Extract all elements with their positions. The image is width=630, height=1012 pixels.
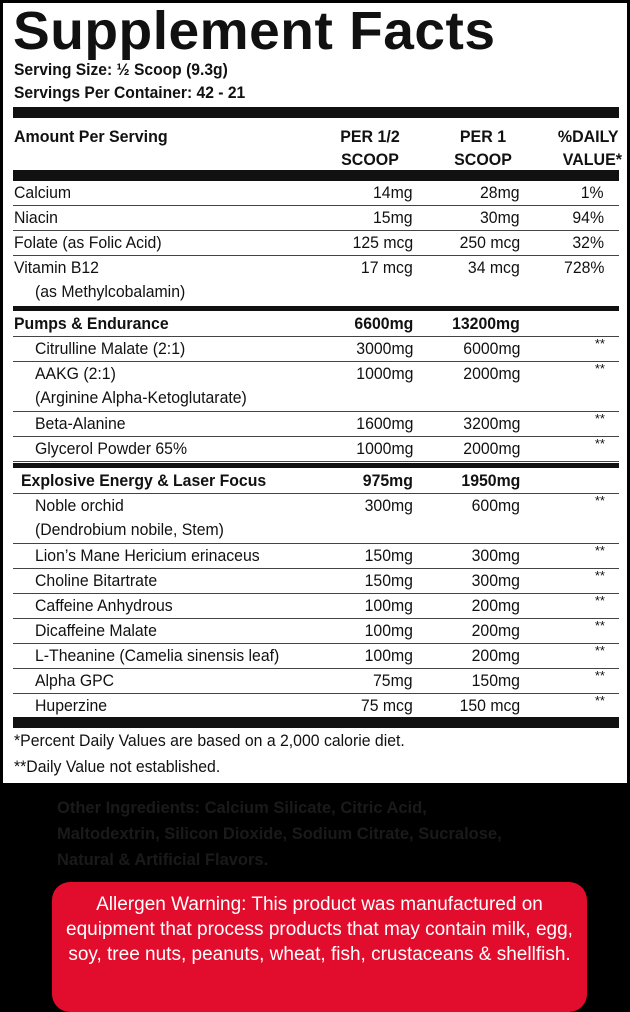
panel-title: Supplement Facts	[13, 1, 496, 61]
amount-half: 150mg	[364, 546, 413, 565]
serving-size: Serving Size: ½ Scoop (9.3g)	[14, 60, 228, 79]
amount-half: 1000mg	[355, 439, 413, 458]
daily-value: **	[594, 361, 605, 376]
amount-half: 125 mcg	[352, 233, 413, 252]
amount-half: 15mg	[373, 208, 413, 227]
amount-half: 150mg	[364, 571, 413, 590]
ingredient-row	[13, 644, 619, 669]
amount-full: 28mg	[480, 183, 520, 202]
amount-half: 3000mg	[355, 339, 413, 358]
ingredient-row	[13, 544, 619, 569]
daily-value: **	[594, 543, 605, 558]
divider-bar	[13, 306, 619, 311]
daily-value: **	[594, 568, 605, 583]
daily-value: 728%	[563, 258, 604, 277]
blend-amount-half: 6600mg	[354, 314, 413, 333]
col-dv-header-line2: VALUE*	[562, 150, 622, 169]
amount-half: 1000mg	[355, 364, 413, 383]
amount-half: 75mg	[373, 671, 413, 690]
amount-full: 150mg	[471, 671, 520, 690]
supplement-facts-panel	[3, 3, 627, 783]
amount-full: 600mg	[471, 496, 520, 515]
daily-value: **	[594, 593, 605, 608]
ingredient-name: Lion’s Mane Hericium erinaceus	[35, 546, 260, 565]
ingredient-row	[13, 337, 619, 362]
amount-half: 100mg	[364, 621, 413, 640]
other-ingredients: Other Ingredients: Calcium Silicate, Citric Acid, Maltodextrin, Silicon Dioxide, Sodium Citrate, Sucralose, Natural & Artificial Flavors.	[57, 799, 502, 869]
ingredient-row	[13, 594, 619, 619]
blend-amount-half: 975mg	[362, 471, 413, 490]
amount-half: 17 mcg	[361, 258, 413, 277]
blend-amount-full: 1950mg	[461, 471, 520, 490]
amount-full: 300mg	[471, 571, 520, 590]
ingredient-source: (Dendrobium nobile, Stem)	[35, 520, 224, 539]
ingredient-name: L-Theanine (Camelia sinensis leaf)	[35, 646, 280, 665]
divider-bar	[13, 463, 619, 468]
col-dv-header-line1: %DAILY	[558, 127, 619, 146]
ingredient-row	[13, 412, 619, 437]
ingredient-row	[13, 669, 619, 694]
amount-half: 300mg	[364, 496, 413, 515]
divider-bar	[13, 107, 619, 118]
amount-full: 34 mcg	[468, 258, 520, 277]
daily-value: **	[594, 618, 605, 633]
not-established-footnote: **Daily Value not established.	[14, 757, 221, 776]
amount-half: 100mg	[364, 646, 413, 665]
amount-full: 30mg	[480, 208, 520, 227]
col-half-header-line1: PER 1/2	[340, 127, 400, 146]
ingredient-name: Dicaffeine Malate	[35, 621, 157, 640]
ingredient-name: Choline Bitartrate	[35, 571, 158, 590]
ingredient-row	[13, 437, 619, 462]
nutrient-row	[13, 181, 619, 206]
amount-half: 14mg	[373, 183, 413, 202]
ingredient-name: Caffeine Anhydrous	[35, 596, 173, 615]
amount-full: 150 mcg	[459, 696, 520, 715]
amount-full: 2000mg	[462, 364, 520, 383]
amount-full: 200mg	[471, 596, 520, 615]
nutrient-name: Folate (as Folic Acid)	[14, 233, 162, 252]
nutrient-source: (as Methylcobalamin)	[35, 282, 186, 301]
daily-value: **	[594, 411, 605, 426]
col-full-header-line1: PER 1	[459, 127, 507, 146]
ingredient-row	[13, 494, 619, 544]
amount-full: 3200mg	[462, 414, 520, 433]
daily-value: **	[594, 493, 605, 508]
ingredient-name: AAKG (2:1)	[35, 364, 116, 383]
ingredient-name: Glycerol Powder 65%	[35, 439, 188, 458]
col-half-header-line2: SCOOP	[341, 150, 399, 169]
allergen-warning-box	[52, 882, 587, 1012]
ingredient-row	[13, 619, 619, 644]
ingredient-row	[13, 569, 619, 594]
divider-bar	[13, 170, 619, 181]
daily-value: **	[594, 436, 605, 451]
ingredient-row	[13, 362, 619, 412]
amount-full: 300mg	[471, 546, 520, 565]
blend-header-row	[13, 312, 619, 337]
blend-name: Explosive Energy & Laser Focus	[21, 471, 267, 490]
daily-value: **	[594, 693, 605, 708]
ingredient-name: Noble orchid	[35, 496, 124, 515]
ingredient-name: Beta-Alanine	[35, 414, 126, 433]
ingredient-name: Huperzine	[35, 696, 108, 715]
daily-value: 94%	[572, 208, 604, 227]
amount-per-serving-header: Amount Per Serving	[14, 127, 168, 146]
amount-full: 200mg	[471, 646, 520, 665]
amount-full: 250 mcg	[459, 233, 520, 252]
blend-amount-full: 13200mg	[452, 314, 520, 333]
allergen-warning-text: Allergen Warning: This product was manufactured on equipment that process products that may contain milk, egg, soy, tree nuts, peanuts, wheat, fish, crustaceans & shellfish.	[66, 894, 573, 965]
ingredient-name: Alpha GPC	[35, 671, 115, 690]
servings-per-container: Servings Per Container: 42 - 21	[14, 83, 246, 102]
daily-value: **	[594, 668, 605, 683]
amount-full: 6000mg	[462, 339, 520, 358]
nutrient-row	[13, 256, 619, 306]
divider-bar	[13, 717, 619, 728]
nutrient-name: Vitamin B12	[14, 258, 99, 277]
nutrient-name: Calcium	[14, 183, 72, 202]
daily-value: 32%	[572, 233, 604, 252]
amount-half: 75 mcg	[361, 696, 413, 715]
daily-value: 1%	[581, 183, 604, 202]
nutrient-name: Niacin	[14, 208, 58, 227]
blend-name: Pumps & Endurance	[14, 314, 169, 333]
nutrient-row	[13, 206, 619, 231]
blend-header-row	[13, 469, 619, 494]
amount-full: 2000mg	[462, 439, 520, 458]
ingredient-name: Citrulline Malate (2:1)	[35, 339, 186, 358]
col-full-header-line2: SCOOP	[454, 150, 512, 169]
daily-value: **	[594, 336, 605, 351]
daily-value: **	[594, 643, 605, 658]
amount-half: 100mg	[364, 596, 413, 615]
nutrient-row	[13, 231, 619, 256]
amount-half: 1600mg	[355, 414, 413, 433]
ingredient-row	[13, 694, 619, 718]
ingredient-source: (Arginine Alpha-Ketoglutarate)	[35, 388, 247, 407]
daily-value-footnote: *Percent Daily Values are based on a 2,000 calorie diet.	[14, 731, 405, 750]
amount-full: 200mg	[471, 621, 520, 640]
